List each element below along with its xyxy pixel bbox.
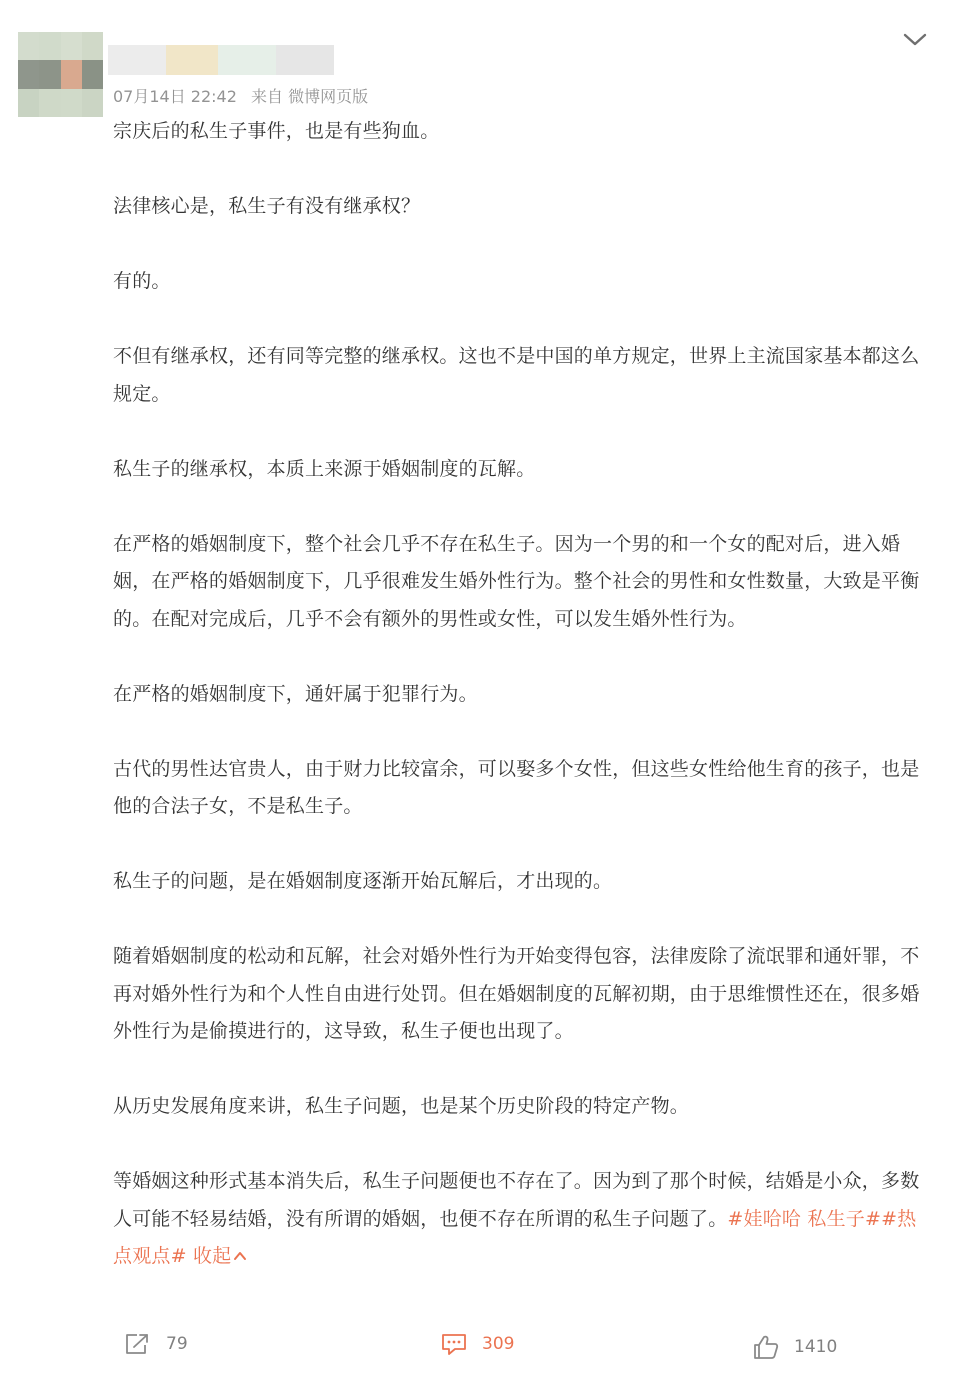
action-bar xyxy=(0,1322,953,1368)
hashtag-link[interactable]: #热点观点# xyxy=(113,1207,917,1267)
like-button[interactable] xyxy=(752,1334,837,1360)
comment-count: 309 xyxy=(482,1334,515,1354)
chevron-down-icon[interactable] xyxy=(901,28,929,52)
thumbs-up-icon xyxy=(752,1334,780,1360)
post-paragraph: 从历史发展角度来讲，私生子问题，也是某个历史阶段的特定产物。 xyxy=(113,1095,690,1117)
post-paragraph: 宗庆后的私生子事件，也是有些狗血。 xyxy=(113,120,440,142)
post-paragraph: 私生子的问题，是在婚姻制度逐渐开始瓦解后，才出现的。 xyxy=(113,870,613,892)
repost-button[interactable] xyxy=(124,1332,188,1356)
post-paragraph: 私生子的继承权，本质上来源于婚姻制度的瓦解。 xyxy=(113,457,536,480)
post-paragraph: 有的。 xyxy=(113,270,171,292)
post-timestamp[interactable]: 07月14日 22:42 xyxy=(113,87,237,106)
post-paragraph: 在严格的婚姻制度下，整个社会几乎不存在私生子。因为一个男的和一个女的配对后，进入婚姻，在严格的婚姻制度下，几乎很难发生婚外性行为。整个社会的男性和女性数量，大致是平衡的。在配对完成后，几乎不会有额外的男性或女性，可以发生婚外性行为。 xyxy=(113,532,920,630)
share-icon xyxy=(124,1332,152,1356)
caret-up-icon xyxy=(233,1238,247,1276)
like-count: 1410 xyxy=(794,1337,838,1357)
avatar[interactable] xyxy=(18,32,103,117)
post-paragraph: 在严格的婚姻制度下，通奸属于犯罪行为。 xyxy=(113,682,478,705)
collapse-label: 收起 xyxy=(192,1245,232,1267)
comment-icon xyxy=(440,1332,468,1356)
post-meta xyxy=(113,84,368,107)
comment-button[interactable] xyxy=(440,1332,514,1356)
username[interactable] xyxy=(108,45,334,75)
post-paragraph: 不但有继承权，还有同等完整的继承权。这也不是中国的单方规定，世界上主流国家基本都这么规定。 xyxy=(113,345,920,405)
repost-count: 79 xyxy=(166,1334,188,1354)
post-last-paragraph xyxy=(113,1163,928,1276)
post-paragraph: 法律核心是，私生子有没有继承权？ xyxy=(113,195,421,217)
post-paragraph: 古代的男性达官贵人，由于财力比较富余，可以娶多个女性，但这些女性给他生育的孩子，也是他的合法子女，不是私生子。 xyxy=(113,757,920,817)
post-paragraph: 随着婚姻制度的松动和瓦解，社会对婚外性行为开始变得包容，法律废除了流氓罪和通奸罪，不再对婚外性行为和个人性自由进行处罚。但在婚姻制度的瓦解初期，由于思维惯性还在，很多婚外性行为是偷摸进行的，这导致，私生子便也出现了。 xyxy=(113,945,920,1042)
collapse-button[interactable] xyxy=(193,1245,247,1267)
post-paragraph-text: 等婚姻这种形式基本消失后，私生子问题便也不存在了。因为到了那个时候，结婚是小众，多数人可能不轻易结婚，没有所谓的婚姻，也便不存在所谓的私生子问题了。 xyxy=(113,1170,920,1230)
post-content xyxy=(113,113,928,1276)
hashtag-link[interactable]: #娃哈哈 私生子# xyxy=(727,1207,882,1230)
post-source: 来自 微博网页版 xyxy=(251,87,369,106)
